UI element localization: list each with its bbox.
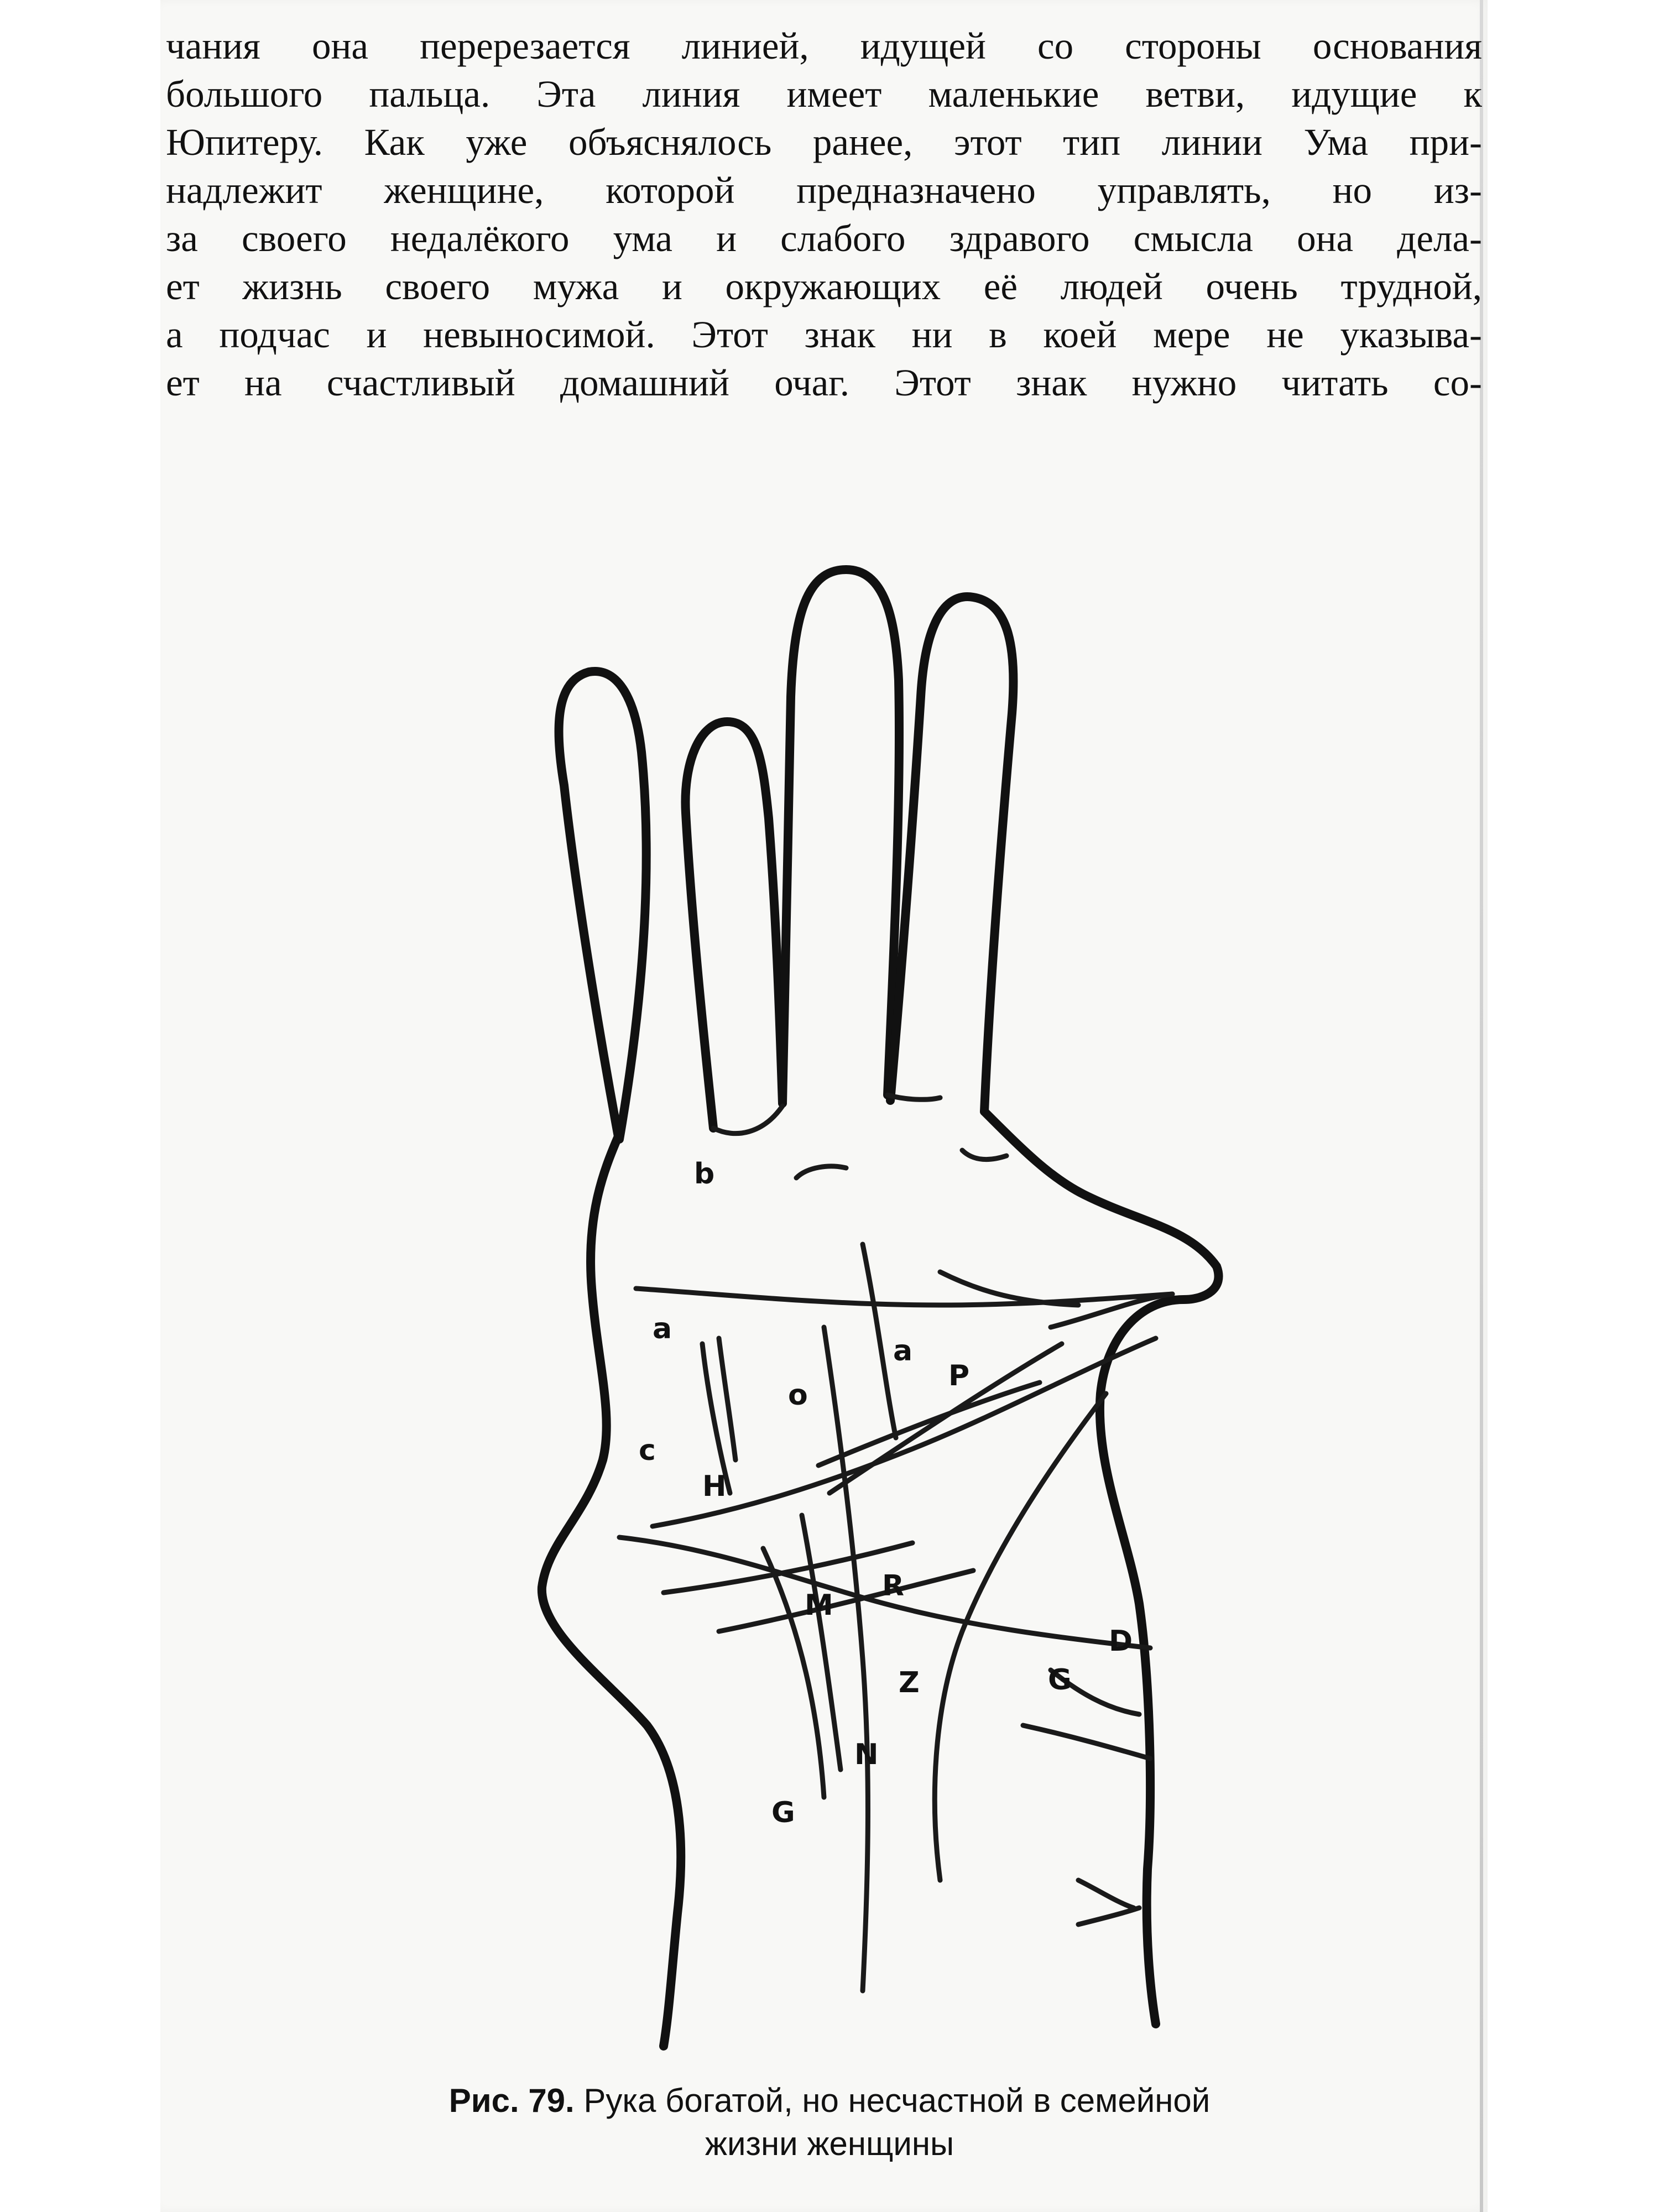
text-line: Юпитеру. Как уже объяснялось ранее, этот тип линии Ума при- [166,121,1482,163]
letter-c: c [639,1434,656,1467]
caption-label: Рис. 79. [448,2082,575,2119]
caption-line-2: жизни женщины [705,2125,954,2162]
influence-line [1023,1670,1150,1759]
knuckle-lines [713,1095,1006,1178]
palm-figure [442,514,1383,2068]
letter-z: Z [899,1666,920,1699]
letter-a-right: a [893,1334,913,1368]
letter-a-left: a [653,1312,672,1345]
text-line: за своего недалёкого ума и слабого здравого смысла она дела- [166,217,1482,259]
letter-n: N [854,1738,879,1771]
fate-line [824,1327,868,1991]
body-text [166,22,1482,407]
letter-h: H [702,1470,727,1503]
text-line: ет на счастливый домашний очаг. Этот знак нужно читать со- [166,362,1482,404]
bracelet-lines [1078,1880,1139,1924]
text-line: а подчас и невыносимой. Этот знак ни в коей мере не указыва- [166,314,1482,356]
letter-o: o [788,1379,808,1412]
palm-drawing [442,514,1383,2068]
letter-g-bottom: G [771,1796,795,1829]
caption-line-1: Рука богатой, но несчастной в семейной [583,2082,1211,2119]
text-line: надлежит женщине, которой предназначено управлять, но из- [166,169,1482,211]
text-line: чания она перерезается линией, идущей со стороны основания [166,25,1482,67]
letter-d: D [1109,1625,1133,1658]
index-finger-outline [890,597,1013,1112]
text-line: ет жизнь своего мужа и окружающих её людей очень трудной, [166,265,1482,307]
letter-m: M [805,1589,833,1622]
heart-line [636,1288,1172,1305]
letter-g-right: G [1048,1663,1072,1697]
letter-p: P [948,1359,970,1392]
life-line [935,1394,1106,1880]
thumb-outline [984,1112,1219,2024]
letter-b: b [694,1157,715,1191]
little-finger-outline [559,671,646,1139]
figure-caption [310,2079,1349,2166]
sun-line [863,1244,896,1438]
text-line: большого пальца. Эта линия имеет маленькие ветви, идущие к [166,73,1482,115]
ring-finger-outline [685,722,782,1128]
palm-outer-edge [542,1136,681,2046]
hand-letters [639,1157,1133,1829]
middle-finger-outline [782,570,899,1103]
letter-r: R [882,1569,905,1603]
influence-line [763,1515,841,1797]
